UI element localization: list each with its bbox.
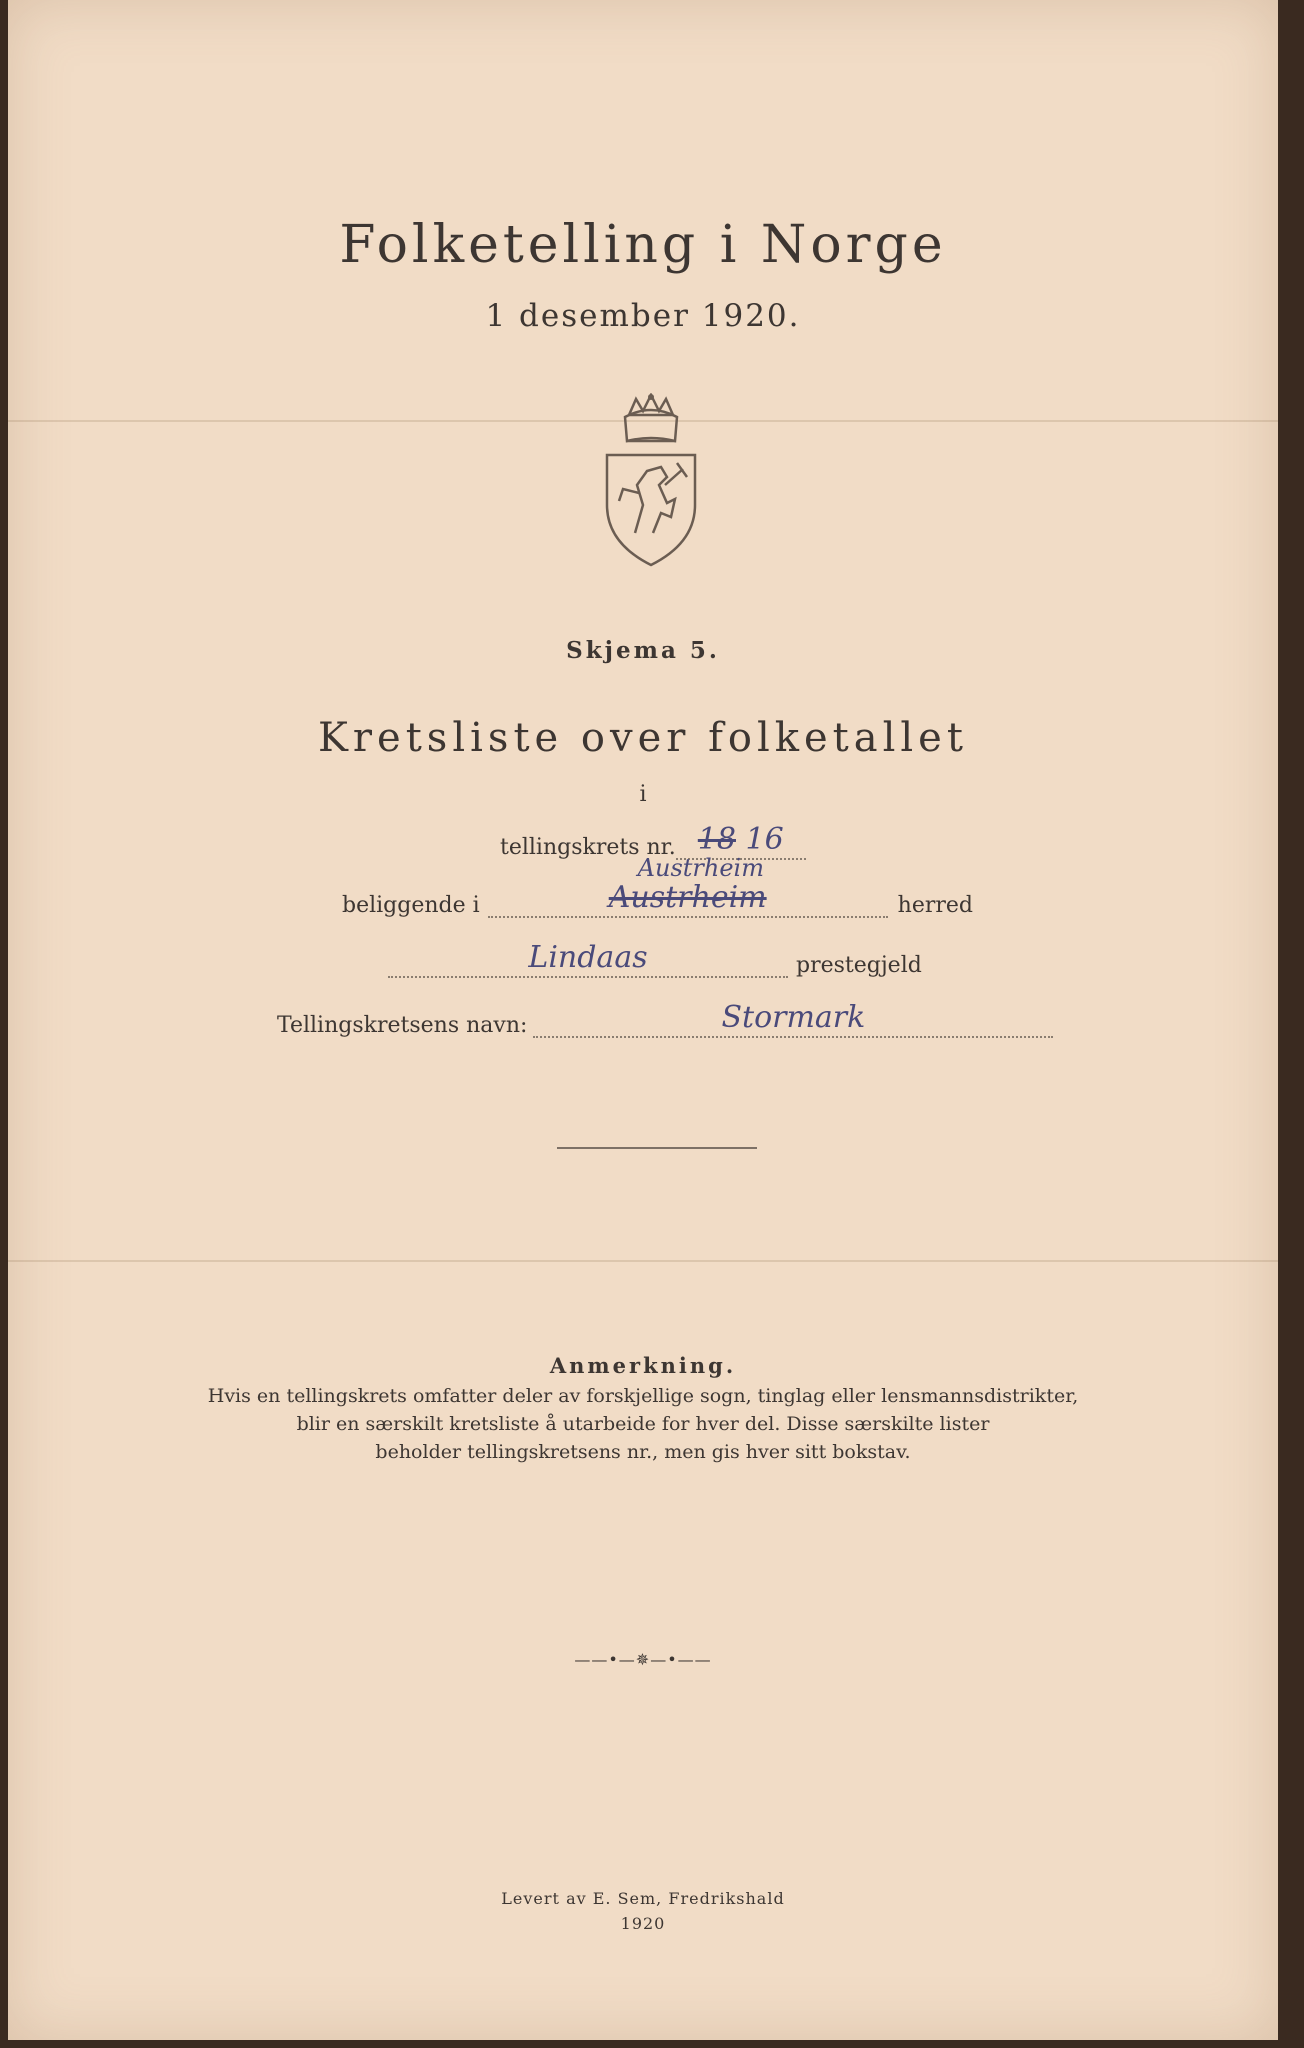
herred-row bbox=[342, 854, 973, 918]
herred-label-before: beliggende i bbox=[342, 893, 480, 918]
census-date: 1 desember 1920. bbox=[485, 298, 801, 334]
district-name-field[interactable] bbox=[533, 1000, 1053, 1038]
form-heading: Kretsliste over folketallet bbox=[318, 715, 968, 761]
struck-herred-value: Austrheim bbox=[608, 880, 767, 915]
note-line: beholder tellingskretsens nr., men gis hver sitt bokstav. bbox=[375, 1441, 911, 1463]
printer-name: Levert av E. Sem, Fredrikshald bbox=[501, 1889, 785, 1908]
connector-word: i bbox=[639, 782, 647, 807]
printer-footer bbox=[8, 1886, 1278, 1936]
norwegian-coat-of-arms-icon bbox=[601, 393, 701, 568]
ornament-divider: ——•—✵—•—— bbox=[574, 1650, 712, 1669]
struck-district-number: 18 bbox=[697, 822, 736, 857]
district-name-row bbox=[277, 1000, 1053, 1038]
note-line: Hvis en tellingskrets omfatter deler av forskjellige sogn, tinglag eller lensmannsdistrikter, bbox=[207, 1385, 1079, 1407]
herred-field[interactable] bbox=[488, 854, 888, 918]
herred-label-after: herred bbox=[897, 893, 973, 918]
district-number-label: tellingskrets nr. bbox=[500, 835, 676, 860]
prestegjeld-row bbox=[388, 940, 922, 978]
district-name-label: Tellingskretsens navn: bbox=[277, 1013, 528, 1038]
note-text bbox=[8, 1382, 1278, 1466]
herred-handwritten-correction: Austrheim bbox=[637, 854, 764, 882]
page-title: Folketelling i Norge bbox=[339, 215, 947, 275]
note-line: blir en særskilt kretsliste å utarbeide for hver del. Disse særskilte lister bbox=[296, 1413, 990, 1435]
prestegjeld-label: prestegjeld bbox=[796, 953, 922, 978]
prestegjeld-value: Lindaas bbox=[528, 940, 648, 975]
print-year: 1920 bbox=[620, 1914, 666, 1933]
schema-number: Skjema 5. bbox=[566, 637, 720, 664]
divider-line bbox=[557, 1147, 757, 1149]
paper-fold bbox=[8, 1260, 1278, 1262]
district-name-value: Stormark bbox=[721, 1000, 866, 1035]
prestegjeld-field[interactable] bbox=[388, 940, 788, 978]
district-number-value: 16 bbox=[745, 822, 784, 857]
census-form-page bbox=[8, 0, 1278, 2040]
note-title: Anmerkning. bbox=[549, 1353, 737, 1378]
